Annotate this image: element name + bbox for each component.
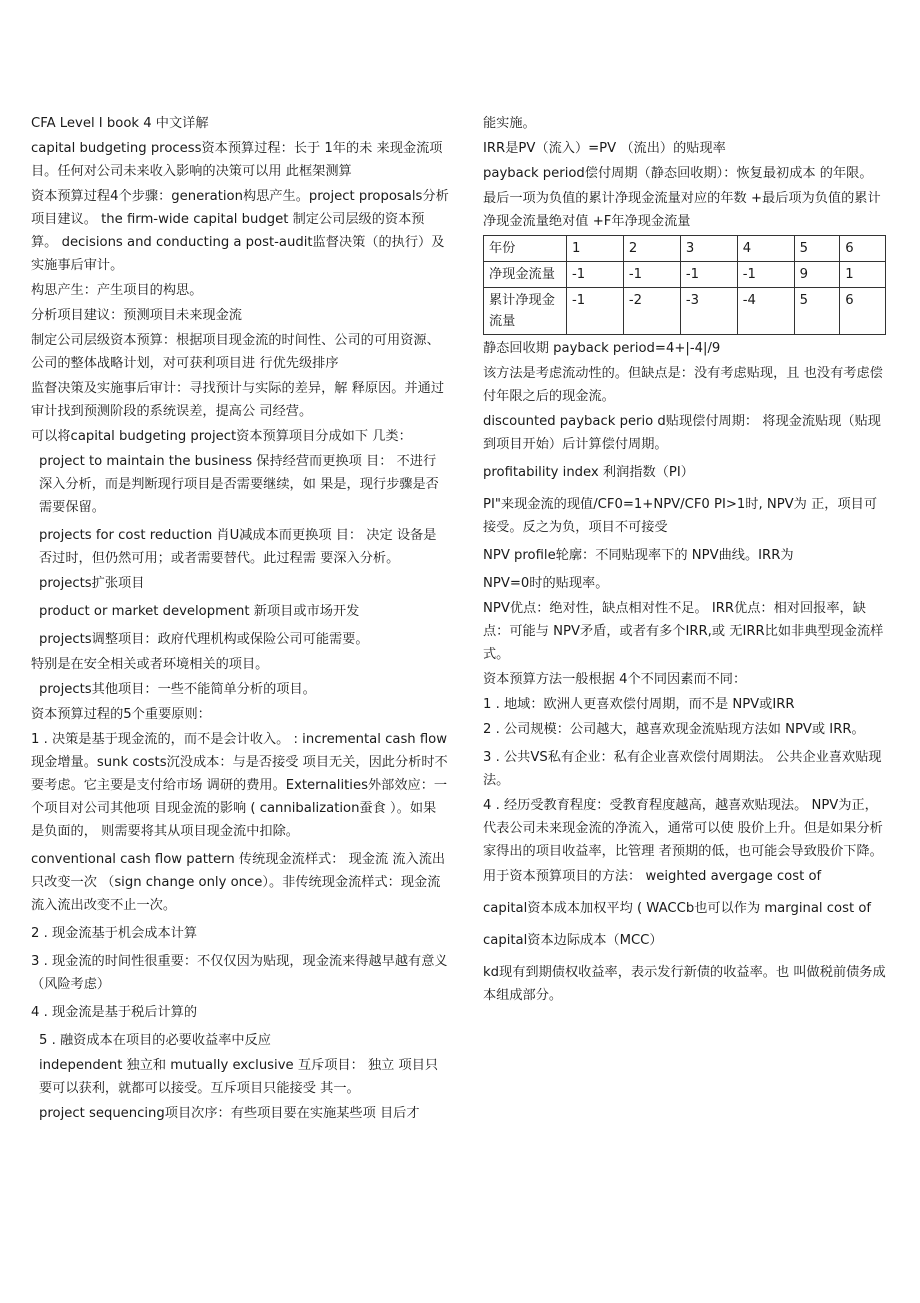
paragraph: 用于资本预算项目的方法： weighted avergage cost of [483, 869, 822, 884]
table-cell: -1 [567, 288, 624, 335]
row-header: 年份 [484, 236, 567, 262]
table-cell: -3 [680, 288, 737, 335]
paragraph: NPV优点：绝对性，缺点相对性不足。 IRR优点：相对回报率，缺点：可能与 NPV矛盾，或者有多个IRR,或 无IRR比如非典型现金流样式。 [483, 601, 884, 662]
table-cell: 5 [794, 288, 840, 335]
table-cell: -1 [680, 262, 737, 288]
paragraph: 资本预算过程4个步骤：generation构思产生。project proposals分析项目建议。 the firm-wide capital budget 制定公司层级的资本预算。 decisions and conducting a post-audit监督决策（的执行）及实施事后审计。 [31, 189, 449, 273]
factor-item: 2 . 公司规模：公司越大，越喜欢现金流贴现方法如 NPV或 IRR。 [483, 722, 865, 737]
paragraph: 构思产生：产生项目的构思。 [31, 283, 203, 298]
list-item: projects扩张项目 [39, 576, 145, 591]
table-cell: 9 [794, 262, 840, 288]
table-cell: 1 [840, 262, 886, 288]
paragraph: capital budgeting process资本预算过程：长于 1年的未 来现金流项目。任何对公司未来收入影响的决策可以用 此框架测算 [31, 141, 443, 179]
principle-item: 2 . 现金流基于机会成本计算 [31, 926, 198, 941]
row-header: 净现金流量 [484, 262, 567, 288]
paragraph: 监督决策及实施事后审计：寻找预计与实际的差异，解 释原因。并通过审计找到预测阶段的系统误差，提高公 司经营。 [31, 381, 445, 419]
table-cell: -1 [737, 262, 794, 288]
table-cell: 5 [794, 236, 840, 262]
paragraph: kd现有到期债权收益率，表示发行新债的收益率。也 叫做税前债务成本组成部分。 [483, 965, 886, 1003]
factor-item: 1 . 地域：欧洲人更喜欢偿付周期，而不是 NPV或IRR [483, 697, 795, 712]
table-cell: 2 [623, 236, 680, 262]
principle-item: 3 . 现金流的时间性很重要：不仅仅因为贴现，现金流来得越早越有意义（风险考虑） [31, 954, 448, 992]
paragraph: payback period偿付周期（静态回收期）：恢复最初成本 的年限。 [483, 166, 873, 181]
factor-item: 3 . 公共VS私有企业：私有企业喜欢偿付周期法。 公共企业喜欢贴现法。 [483, 750, 882, 788]
list-item: product or market development 新项目或市场开发 [39, 604, 360, 619]
table-row [484, 236, 886, 262]
left-column [31, 112, 449, 1127]
paragraph: 静态回收期 payback period=4+|-4|/9 [483, 341, 721, 356]
paragraph: project sequencing项目次序：有些项目要在实施某些项 目后才 [39, 1106, 420, 1121]
payback-table [483, 235, 886, 335]
list-item: projects for cost reduction 肖U减成本而更换项 目： 决定 设备是否过时，但仍然可用；或者需要替代。此过程需 要深入分析。 [39, 528, 437, 566]
paragraph: independent 独立和 mutually exclusive 互斥项目： 独立 项目只要可以获利，就都可以接受。互斥项目只能接受 其一。 [39, 1058, 439, 1096]
table-cell: -2 [623, 288, 680, 335]
list-item: projects调整项目：政府代理机构或保险公司可能需要。 [39, 632, 369, 647]
principle-item: 5 . 融资成本在项目的必要收益率中反应 [39, 1033, 271, 1048]
paragraph: NPV profile轮廓：不同贴现率下的 NPV曲线。IRR为 [483, 548, 794, 563]
table-cell: 3 [680, 236, 737, 262]
doc-title: CFA Level I book 4 中文详解 [31, 116, 209, 131]
table-row [484, 288, 886, 335]
paragraph: 制定公司层级资本预算：根据项目现金流的时间性、公司的可用资源、公司的整体战略计划，对可获利项目进 行优先级排序 [31, 333, 440, 371]
paragraph: conventional cash flow pattern 传统现金流样式： 现金流 流入流出只改变一次 （sign change only once）。非传统现金流样式：现金流流入流出改变不止一次。 [31, 852, 446, 913]
principle-item: 1 . 决策是基于现金流的，而不是会计收入。 : incremental cash flow现金增量。sunk costs沉没成本：与是否接受 项目无关，因此分析时不要考虑。它主要是支付给市场 调研的费用。Externalities外部效应：一个项目对公司其他项 目现金流的影响 ( cannibalization蚕食 ）。如果是负面的， 则需要将其从项目现金流中扣除。 [31, 732, 448, 839]
table-cell: 4 [737, 236, 794, 262]
formula-text: 最后一项为负值的累计净现金流量对应的年数 +最后项为负值的累计净现金流量绝对值 +F年净现金流量 [483, 191, 881, 229]
table-row [484, 262, 886, 288]
paragraph: capital资本成本加权平均 ( WACCb也可以作为 marginal cost of [483, 901, 872, 916]
paragraph: IRR是PV（流入）=PV （流出）的贴现率 [483, 141, 726, 156]
table-cell: -4 [737, 288, 794, 335]
factor-item: 4 . 经历受教育程度：受教育程度越高，越喜欢贴现法。 NPV为正，代表公司未来现金流的净流入，通常可以使 股价上升。但是如果分析家得出的项目收益率，比管理 者预期的低，也可能会导致股价下降。 [483, 798, 883, 859]
list-item: projects其他项目：一些不能简单分析的项目。 [39, 682, 316, 697]
paragraph: 资本预算过程的5个重要原则： [31, 707, 211, 722]
list-item: project to maintain the business 保持经营而更换项 目： 不进行深入分析，而是判断现行项目是否需要继续，如 果是，现行步骤是否需要保留。 [39, 454, 439, 515]
paragraph: discounted payback perio d贴现偿付周期： 将现金流贴现（贴现到项目开始）后计算偿付周期。 [483, 414, 881, 452]
paragraph: 该方法是考虑流动性的。但缺点是：没有考虑贴现，且 也没有考虑偿付年限之后的现金流。 [483, 366, 883, 404]
paragraph: 特别是在安全相关或者环境相关的项目。 [31, 657, 269, 672]
paragraph: NPV=0时的贴现率。 [483, 576, 609, 591]
paragraph: PI"来现金流的现值/CF0=1+NPV/CF0 PI>1时, NPV为 正，项目可接受。反之为负，项目不可接受 [483, 497, 878, 535]
right-column [483, 112, 888, 1009]
paragraph: 分析项目建议：预测项目未来现金流 [31, 308, 242, 323]
table-cell: 1 [567, 236, 624, 262]
table-cell: 6 [840, 236, 886, 262]
principle-item: 4 . 现金流是基于税后计算的 [31, 1005, 198, 1020]
paragraph: 可以将capital budgeting project资本预算项目分成如下 几类： [31, 429, 412, 444]
paragraph: 能实施。 [483, 116, 536, 131]
table-cell: 6 [840, 288, 886, 335]
row-header: 累计净现金流量 [484, 288, 567, 335]
table-cell: -1 [623, 262, 680, 288]
paragraph: capital资本边际成本（MCC） [483, 933, 663, 948]
table-cell: -1 [567, 262, 624, 288]
paragraph: profitability index 利润指数（PI） [483, 465, 694, 480]
paragraph: 资本预算方法一般根据 4个不同因素而不同： [483, 672, 747, 687]
